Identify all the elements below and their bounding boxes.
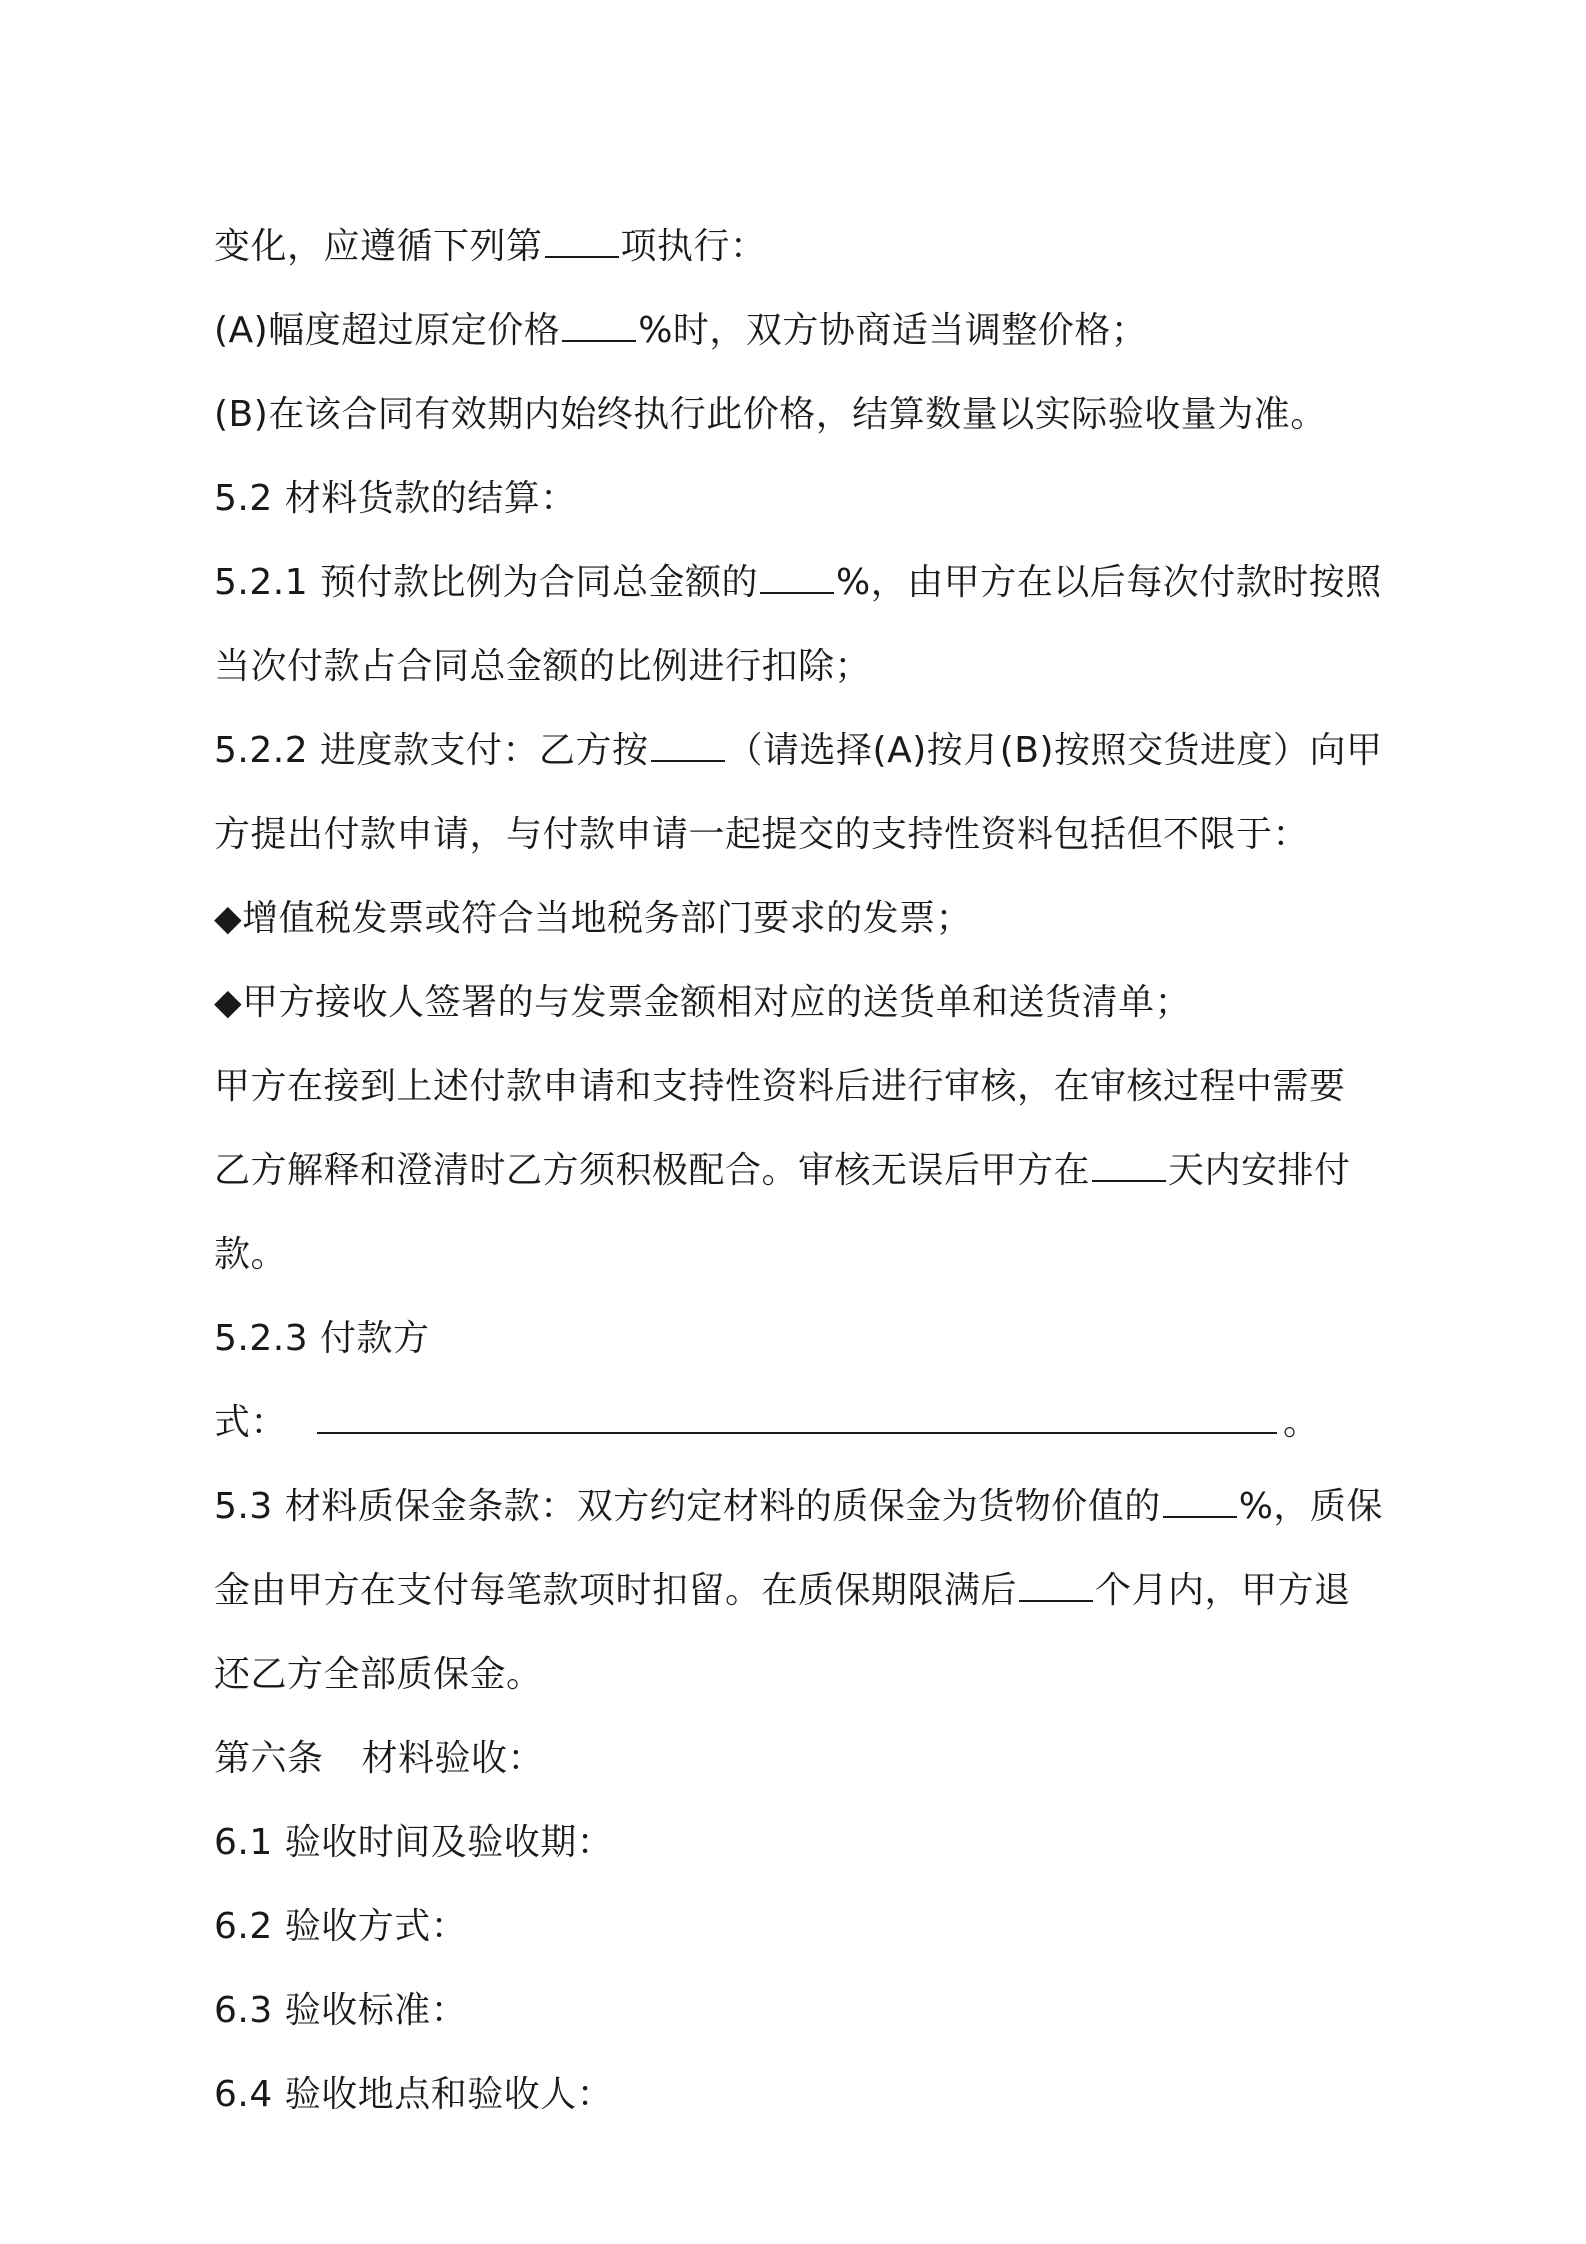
- article-heading: 第六条 材料验收：: [214, 1738, 545, 1779]
- text-line: 5.3 材料质保金条款：双方约定材料的质保金为货物价值的 %，质保: [214, 1486, 1383, 1527]
- fill-blank[interactable]: [760, 591, 834, 594]
- text-line: 甲方在接到上述付款申请和支持性资料后进行审核，在审核过程中需要: [214, 1066, 1346, 1107]
- section-heading: 6.4 验收地点和验收人：: [214, 2074, 614, 2115]
- fill-blank[interactable]: [545, 255, 619, 258]
- bullet-item: ◆甲方接收人签署的与发票金额相对应的送货单和送货清单；: [214, 982, 1192, 1023]
- bullet-item: ◆增值税发票或符合当地税务部门要求的发票；: [214, 898, 973, 939]
- text-line: 变化，应遵循下列第 项执行：: [214, 226, 767, 267]
- section-heading: 5.2 材料货款的结算：: [214, 478, 577, 519]
- text-line: 5.2.1 预付款比例为合同总金额的 %，由甲方在以后每次付款时按照: [214, 562, 1382, 603]
- fill-blank[interactable]: [1092, 1179, 1166, 1182]
- text-line: 款。: [214, 1234, 288, 1275]
- text-line: (A)幅度超过原定价格 %时，双方协商适当调整价格；: [214, 310, 1148, 351]
- fill-blank-long[interactable]: [317, 1431, 1277, 1434]
- section-heading: 6.1 验收时间及验收期：: [214, 1822, 614, 1863]
- text-line: 金由甲方在支付每笔款项时扣留。在质保期限满后 个月内，甲方退: [214, 1570, 1351, 1611]
- fill-blank[interactable]: [651, 759, 725, 762]
- text-line: 式： 。: [214, 1402, 1320, 1443]
- document-body: [214, 205, 1394, 2137]
- fill-blank[interactable]: [1019, 1599, 1093, 1602]
- section-heading: 6.3 验收标准：: [214, 1990, 468, 2031]
- section-heading: 6.2 验收方式：: [214, 1906, 468, 1947]
- text-line: 方提出付款申请，与付款申请一起提交的支持性资料包括但不限于：: [214, 814, 1310, 855]
- text-line: 5.2.2 进度款支付：乙方按 （请选择(A)按月(B)按照交货进度）向甲: [214, 730, 1383, 771]
- text-line: (B)在该合同有效期内始终执行此价格，结算数量以实际验收量为准。: [214, 394, 1327, 435]
- text-line: 乙方解释和澄清时乙方须积极配合。审核无误后甲方在 天内安排付: [214, 1150, 1351, 1191]
- section-heading: 5.2.3 付款方: [214, 1318, 430, 1359]
- text-line: 还乙方全部质保金。: [214, 1654, 543, 1695]
- fill-blank[interactable]: [562, 339, 636, 342]
- fill-blank[interactable]: [1163, 1515, 1237, 1518]
- text-line: 当次付款占合同总金额的比例进行扣除；: [214, 646, 872, 687]
